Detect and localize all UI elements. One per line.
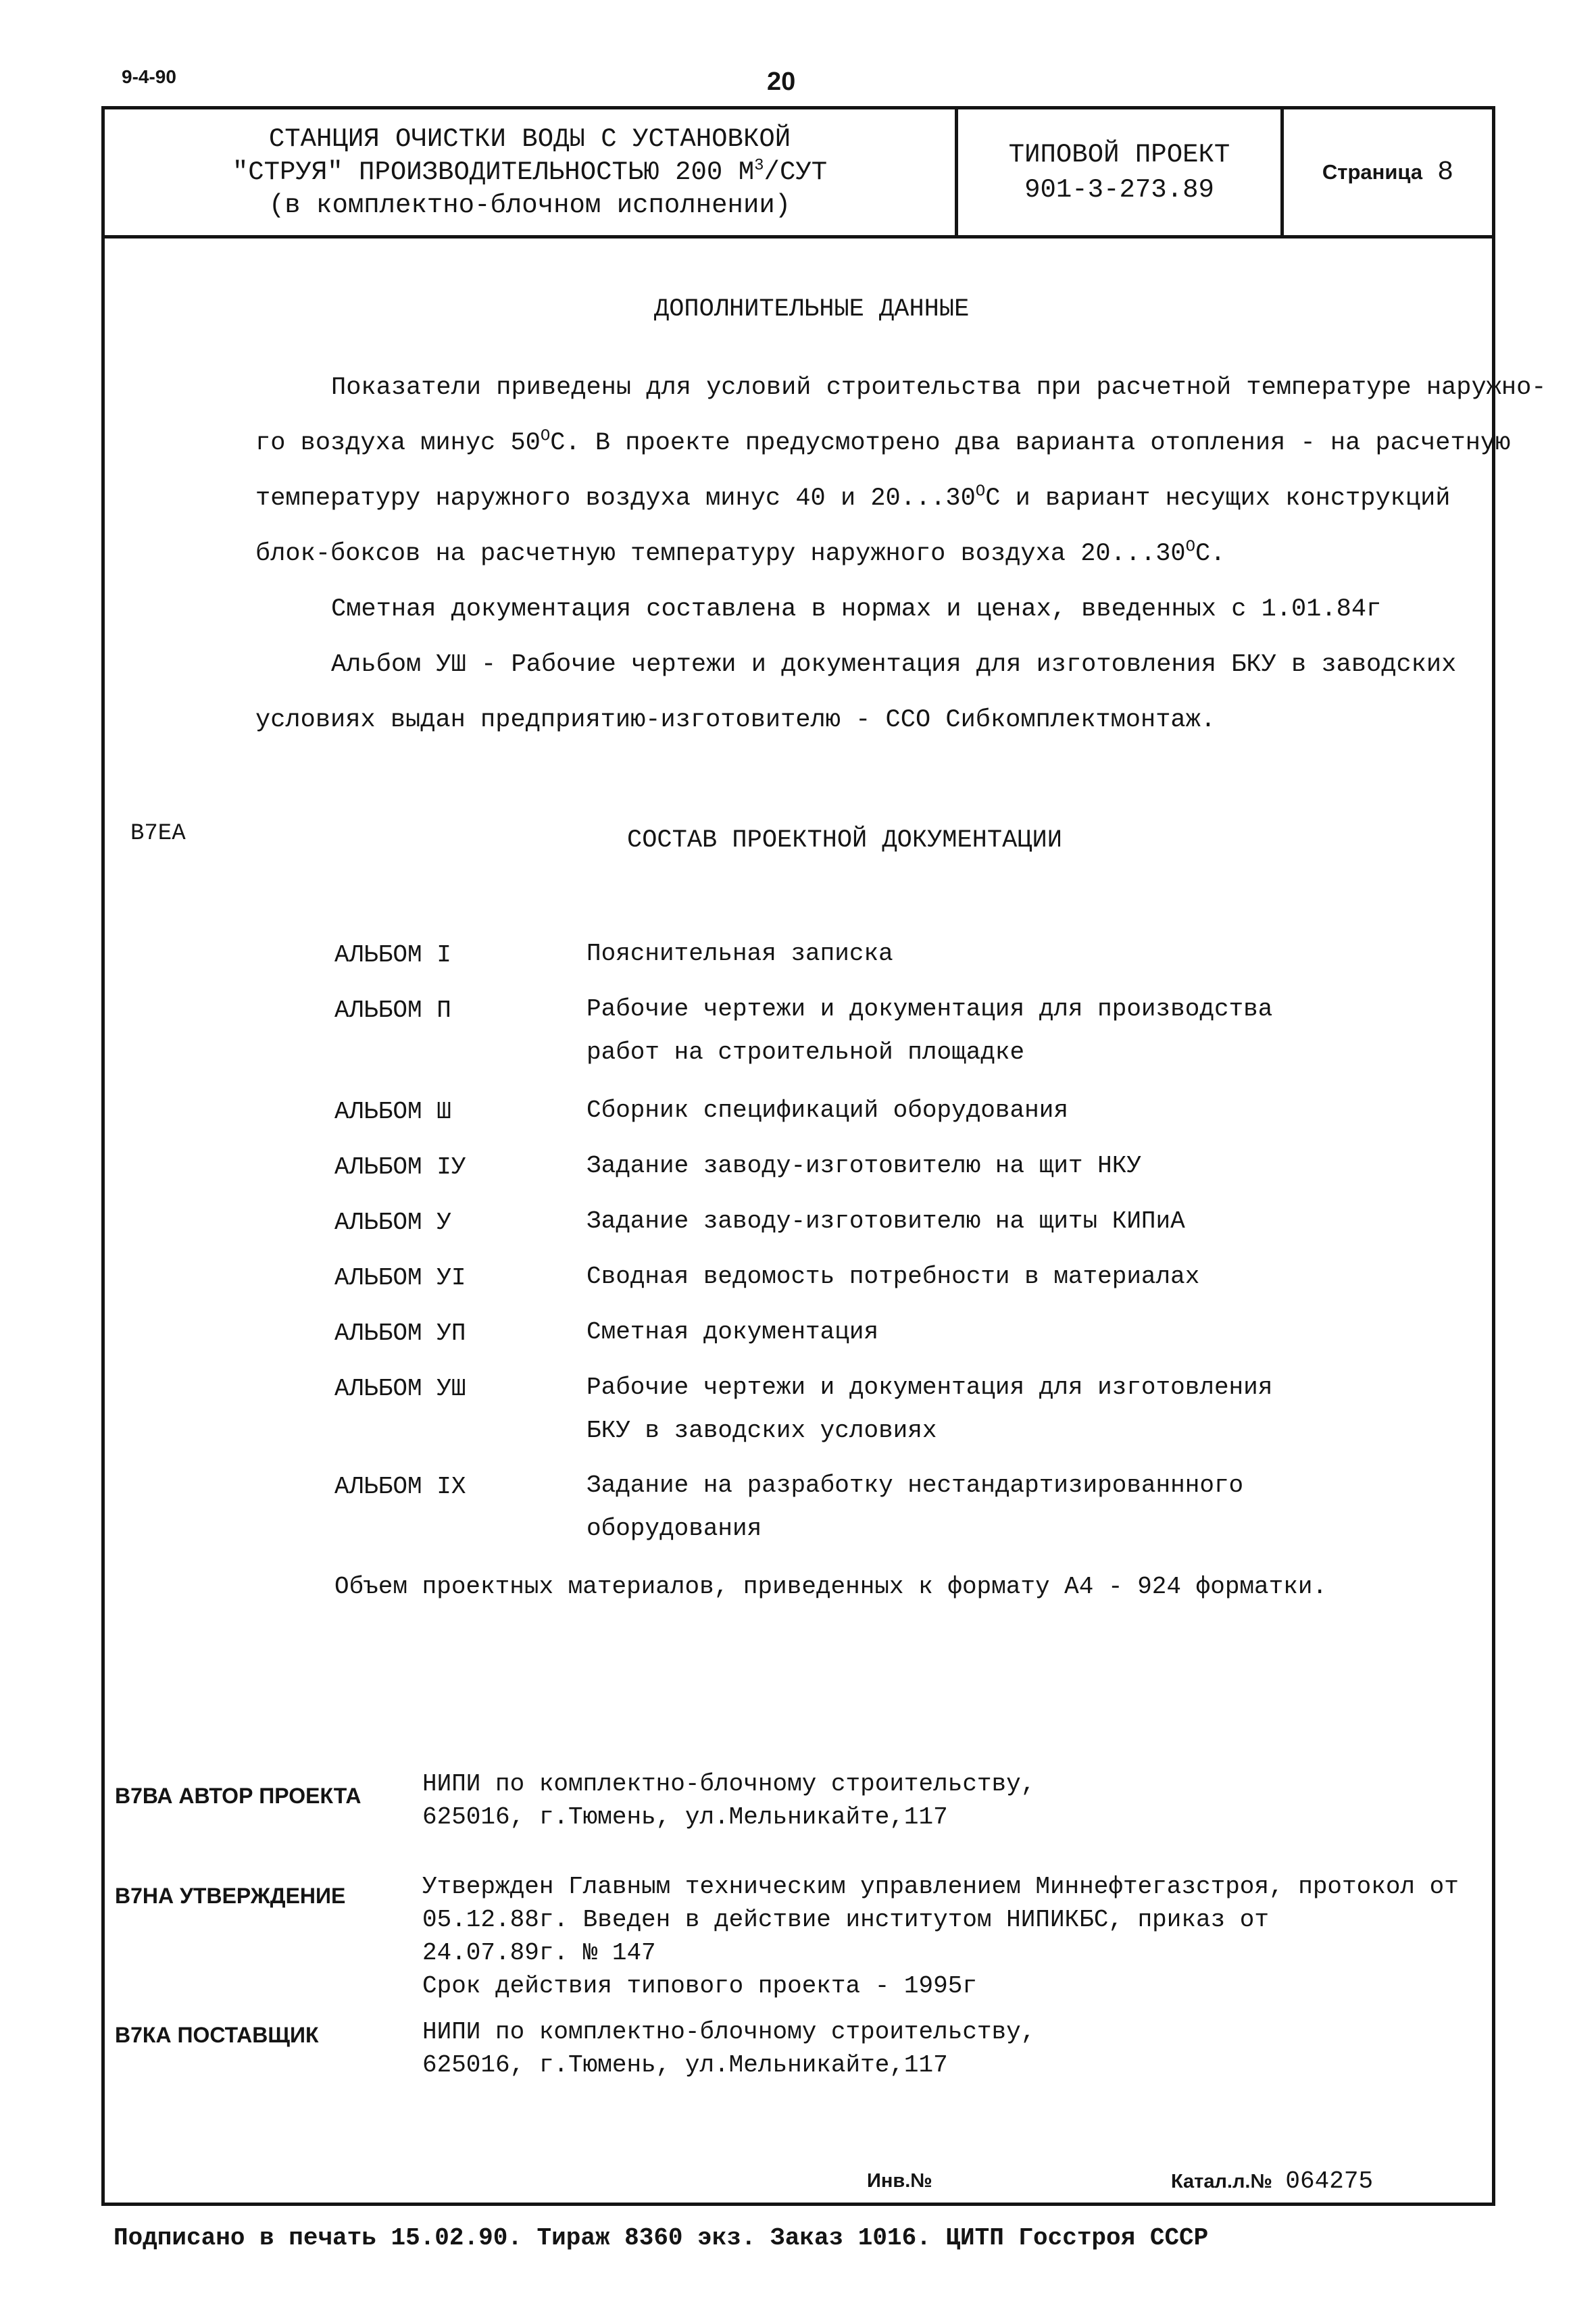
supplier-info: НИПИ по комплектно-блочному строительству, 625016, г.Тюмень, ул.Мельникайте,117	[422, 2018, 1036, 2079]
project-label: ТИПОВОЙ ПРОЕКТ	[1008, 140, 1230, 170]
album-desc: Задание заводу-изготовителю на щиты КИПиА	[587, 1207, 1185, 1235]
album-desc: Рабочие чертежи и документация для изготовления БКУ в заводских условиях	[587, 1374, 1273, 1444]
approval-label: В7НА УТВЕРЖДЕНИЕ	[115, 1884, 346, 1908]
album-name: АЛЬБОМ I	[334, 941, 451, 969]
print-date: 9-4-90	[122, 66, 176, 87]
additional-heading: ДОПОЛНИТЕЛЬНЫЕ ДАННЫЕ	[654, 295, 970, 324]
page-value: 8	[1437, 157, 1454, 188]
header-divider	[101, 235, 1495, 238]
album-name: АЛЬБОМ УП	[334, 1319, 466, 1347]
print-line: Подписано в печать 15.02.90. Тираж 8360 экз. Заказ 1016. ЦИТП Госстроя СССР	[114, 2224, 1209, 2252]
composition-heading: СОСТАВ ПРОЕКТНОЙ ДОКУМЕНТАЦИИ	[627, 826, 1062, 855]
title-line-3: (в комплектно-блочном исполнении)	[268, 190, 791, 220]
author-label: В7ВА АВТОР ПРОЕКТА	[115, 1784, 361, 1808]
composition-code: В7ЕА	[130, 821, 186, 847]
album-name: АЛЬБОМ П	[334, 997, 451, 1024]
volume-note: Объем проектных материалов, приведенных к формату А4 - 924 форматки.	[334, 1573, 1328, 1601]
album-name: АЛЬБОМ IX	[334, 1473, 466, 1501]
album-name: АЛЬБОМ IУ	[334, 1153, 466, 1181]
para-1-line-2: го воздуха минус $50^OС$. В проекте предусмотрено два варианта отопления - на расчетную	[255, 427, 1511, 457]
approval-info: Утвержден Главным техническим управлением Миннефтегазстроя, протокол от 05.12.88г. Введен в действие институтом НИПИКБС, приказ от 24.07.89г. № 147 Срок действия типового проекта - 1995г	[422, 1873, 1459, 2000]
album-desc: Сборник спецификаций оборудования	[587, 1097, 1068, 1124]
para-2: Сметная документация составлена в нормах и ценах, введенных с 1.01.84г	[331, 595, 1382, 624]
album-name: АЛЬБОМ УI	[334, 1264, 466, 1292]
album-name: АЛЬБОМ У	[334, 1209, 451, 1236]
para-3-line-1: Альбом УШ - Рабочие чертежи и документация для изготовления БКУ в заводских	[331, 651, 1457, 679]
project-number: 901-3-273.89	[1024, 175, 1214, 205]
album-desc: Пояснительная записка	[587, 940, 893, 967]
para-3-line-2: условиях выдан предприятию-изготовителю - ССО Сибкомплектмонтаж.	[255, 706, 1216, 734]
album-desc: Задание заводу-изготовителю на щит НКУ	[587, 1152, 1141, 1180]
document-title	[105, 109, 955, 235]
page-label: Страница	[1322, 160, 1423, 184]
page-box	[1284, 109, 1492, 235]
inventory-label: Инв.№	[867, 2170, 932, 2192]
title-line-1: СТАНЦИЯ ОЧИСТКИ ВОДЫ С УСТАНОВКОЙ	[268, 124, 791, 154]
supplier-label: В7КА ПОСТАВЩИК	[115, 2023, 319, 2047]
para-1-line-3: температуру наружного воздуха минус 40 и $20...30^OС$ и вариант несущих конструкций	[255, 482, 1451, 513]
album-name: АЛЬБОМ Ш	[334, 1098, 451, 1126]
title-line-2: "СТРУЯ" ПРОИЗВОДИТЕЛЬНОСТЬЮ 200 $М^3$/СУТ	[232, 156, 828, 187]
para-1-line-4: блок-боксов на расчетную температуру наружного воздуха $20...30^OС$.	[255, 538, 1226, 568]
album-name: АЛЬБОМ УШ	[334, 1375, 466, 1403]
album-desc: Рабочие чертежи и документация для производства работ на строительной площадке	[587, 995, 1273, 1066]
catalog-number	[1171, 2167, 1373, 2195]
page-number: 20	[767, 68, 796, 96]
author-info: НИПИ по комплектно-блочному строительству, 625016, г.Тюмень, ул.Мельникайте,117	[422, 1770, 1036, 1831]
project-designation	[958, 109, 1280, 235]
para-1-line-1: Показатели приведены для условий строительства при расчетной температуре наружно-	[331, 374, 1547, 402]
album-desc: Сметная документация	[587, 1318, 879, 1346]
catalog-value: 064275	[1285, 2167, 1374, 2195]
album-desc: Задание на разработку нестандартизированнного оборудования	[587, 1472, 1244, 1542]
catalog-label: Катал.л.№	[1171, 2171, 1272, 2192]
album-desc: Сводная ведомость потребности в материалах	[587, 1263, 1200, 1290]
